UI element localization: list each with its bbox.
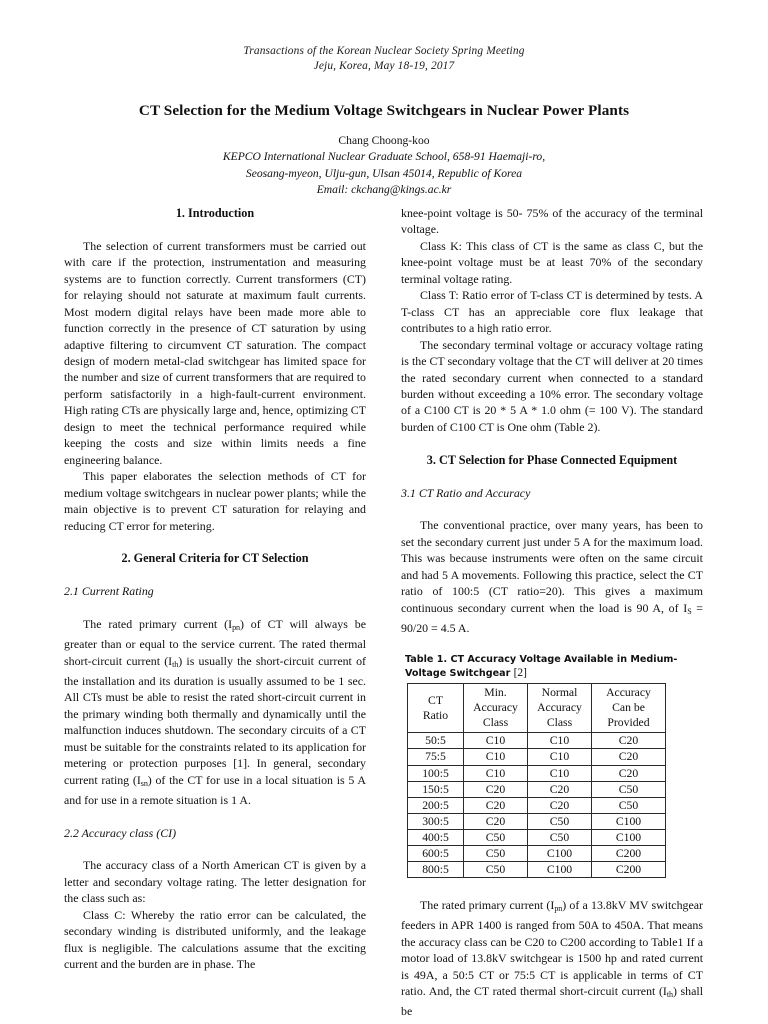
text-run: ) shall be: [401, 984, 704, 1019]
table-header-cell-min-accuracy-class: [464, 684, 528, 733]
cell-min: C50: [464, 862, 528, 878]
header-line: Ratio: [422, 708, 449, 722]
subscript-ipn: pn: [232, 622, 240, 632]
table1-caption-reference: [2]: [513, 666, 527, 679]
cell-ratio: 400:5: [408, 829, 464, 845]
table1-caption: [405, 653, 697, 680]
section-heading-general-criteria: 2. General Criteria for CT Selection: [121, 551, 309, 566]
cell-normal: C20: [528, 781, 592, 797]
table1-block: [401, 653, 703, 878]
subscript-ith: th: [666, 990, 673, 999]
table-row: [408, 829, 666, 845]
header-line: Accuracy: [537, 701, 582, 715]
table-row: [408, 749, 666, 765]
paragraph-class-k: Class K: This class of CT is the same as class C, but the knee-point voltage must be at least 70% of the secondary terminal voltage rating.: [401, 238, 703, 286]
header-line: Class: [546, 716, 573, 730]
paragraph-intro-1: The selection of current transformers must be carried out with care if the protection, instrumentation and measuring systems are to function correctly. Current transformers (CT) for relaying should not saturate at maximum fault currents. Most modern digital relays have been made more able to function correctly in the presence of CT saturation by using adaptive filtering to circumvent CT saturation. The compact design of modern metal-clad switchgear has limited space for the number and size of current transformers that are required to perform satisfactorily in a high-fault-current environment. High rating CTs are physically large and, hence, optimizing CT design to meet the technical performance required while keeping the costs and size within limits needs a fine engineering balance.: [64, 238, 366, 467]
paragraph-secondary-terminal-voltage: The secondary terminal voltage or accuracy voltage rating is the CT secondary voltage that the CT will deliver at 20 times the rated secondary current when connected to a standard burden without exceeding a 10% error. The secondary voltage of a C100 CT is 20 * 5 A * 1.0 ohm (= 100 V). The standard burden of C100 CT is One ohm (Table 2).: [401, 337, 703, 434]
cell-min: C10: [464, 733, 528, 749]
table-row: [408, 765, 666, 781]
header-line: Min.: [484, 686, 507, 700]
header-line: Accuracy: [473, 701, 518, 715]
paragraph-class-t: Class T: Ratio error of T-class CT is determined by tests. A T-class CT has an appreciable core flux leakage that contributes to a high ratio error.: [401, 288, 703, 336]
cell-provided: C50: [592, 797, 666, 813]
header-line: Can be: [612, 701, 645, 715]
paragraph-intro-2: This paper elaborates the selection methods of CT for medium voltage switchgears in nuclear power plants; while the main objective is to prevent CT saturation for relaying and reducing CT error for metering.: [64, 469, 366, 533]
table-row: [408, 846, 666, 862]
text-run: ) of a 13.8kV MV switchgear feeders in APR 1400 is ranged from 50A to 450A. That means the accuracy class can be C20 to C200 according to Table1 If a motor load of 13.8kV switchgear is 1500 hp and rated current is 49A, a 50:5 CT or 75:5 CT is applicable in terms of CT ratio. And, the CT rated thermal short-circuit current (I: [401, 898, 703, 999]
cell-normal: C100: [528, 862, 592, 878]
page-title: CT Selection for the Medium Voltage Switchgears in Nuclear Power Plants: [138, 102, 630, 119]
cell-ratio: 600:5: [408, 846, 464, 862]
left-column: [64, 205, 366, 973]
table-row: [408, 781, 666, 797]
subsection-heading-ct-ratio-accuracy: 3.1 CT Ratio and Accuracy: [401, 485, 531, 500]
cell-min: C20: [464, 797, 528, 813]
running-head-line-1: Transactions of the Korean Nuclear Society Spring Meeting: [243, 45, 525, 57]
text-run: The conventional practice, over many years, has been to set the secondary current just under 5 A for the maximum load. This was because instruments were often on the same circuit and had 5 A movements. Following this practice, select the CT ratio of 100:5 (CT ratio=20). This gives a maximum continuous secondary current when the load is 90 A, of I: [401, 518, 703, 615]
cell-ratio: 200:5: [408, 797, 464, 813]
cell-ratio: 800:5: [408, 862, 464, 878]
cell-min: C10: [464, 765, 528, 781]
cell-provided: C200: [592, 846, 666, 862]
table-row: [408, 797, 666, 813]
cell-min: C20: [464, 813, 528, 829]
cell-provided: C100: [592, 813, 666, 829]
section-heading-ct-selection-phase: 3. CT Selection for Phase Connected Equipment: [426, 452, 678, 467]
paragraph-accuracy-class: The accuracy class of a North American CT is given by a letter and secondary voltage rating. The letter designation for the class such as:: [64, 858, 366, 906]
text-run: ) of CT will always be greater than or equal to the service current. The rated thermal short-circuit current (I: [64, 616, 367, 668]
cell-normal: C20: [528, 797, 592, 813]
cell-ratio: 75:5: [408, 749, 464, 765]
header-line: Provided: [607, 716, 650, 730]
paragraph-current-rating: [64, 616, 366, 808]
running-head: [62, 44, 706, 74]
table-header-cell-accuracy-can-be-provided: [592, 684, 666, 733]
author-name: Chang Choong-koo: [338, 134, 430, 147]
table-row: [408, 862, 666, 878]
cell-ratio: 50:5: [408, 733, 464, 749]
text-run: The rated primary current (I: [83, 616, 233, 631]
cell-min: C50: [464, 846, 528, 862]
table-header-cell-normal-accuracy-class: [528, 684, 592, 733]
header-line: Class: [482, 716, 509, 730]
table-row: [408, 813, 666, 829]
cell-provided: C20: [592, 765, 666, 781]
subsection-heading-accuracy-class: 2.2 Accuracy class (CI): [64, 825, 177, 840]
author-affiliation-line-2: Seosang-myeon, Ulju-gun, Ulsan 45014, Republic of Korea: [245, 166, 523, 180]
cell-normal: C50: [528, 813, 592, 829]
paragraph-class-c: Class C: Whereby the ratio error can be calculated, the secondary winding is distributed uniformly, and the leakage flux is negligible. The calculations assume that the exciting current and the burden are in phase. The: [64, 907, 366, 972]
table-row: [408, 733, 666, 749]
table1-body: [408, 733, 666, 878]
cell-ratio: 300:5: [408, 813, 464, 829]
paragraph-rated-primary-current: [401, 897, 703, 1020]
table-header-cell-ct-ratio: [408, 684, 464, 733]
cell-provided: C100: [592, 829, 666, 845]
right-column: [401, 205, 703, 1020]
subsection-heading-current-rating: 2.1 Current Rating: [64, 584, 154, 599]
header-line: Accuracy: [606, 686, 651, 700]
author-affiliation-line-1: KEPCO International Nuclear Graduate School, 658-91 Haemaji-ro,: [222, 150, 546, 164]
author-block: [62, 133, 706, 198]
cell-provided: C200: [592, 862, 666, 878]
cell-normal: C10: [528, 733, 592, 749]
subscript-isn: sn: [140, 778, 148, 788]
header-line: CT: [428, 693, 443, 707]
cell-provided: C20: [592, 733, 666, 749]
cell-normal: C50: [528, 829, 592, 845]
cell-ratio: 150:5: [408, 781, 464, 797]
text-run: ) of the CT for use in a local situation is 5 A and for use in a remote situation is 1 A.: [64, 772, 366, 807]
text-run: The rated primary current (I: [420, 898, 555, 913]
cell-min: C10: [464, 749, 528, 765]
text-run: = 90/20 = 4.5 A.: [401, 600, 703, 635]
cell-normal: C100: [528, 846, 592, 862]
cell-min: C50: [464, 829, 528, 845]
author-email: Email: ckchang@kings.ac.kr: [316, 182, 452, 196]
cell-normal: C10: [528, 765, 592, 781]
header-line: Normal: [541, 686, 578, 700]
subscript-is: S: [687, 606, 692, 616]
subscript-ith: th: [172, 659, 179, 669]
paragraph-knee-point: knee-point voltage is 50- 75% of the accuracy of the terminal voltage.: [401, 206, 703, 237]
cell-min: C20: [464, 781, 528, 797]
cell-provided: C20: [592, 749, 666, 765]
running-head-line-2: Jeju, Korea, May 18-19, 2017: [313, 60, 455, 72]
cell-ratio: 100:5: [408, 765, 464, 781]
table1-caption-text: Table 1. CT Accuracy Voltage Available in Medium-Voltage Switchgear: [405, 654, 678, 679]
cell-provided: C50: [592, 781, 666, 797]
subscript-ipn: pn: [554, 903, 563, 913]
section-heading-introduction: 1. Introduction: [175, 206, 255, 220]
text-run: ) is usually the short-circuit current of the installation and its duration is usually assumed to be 1 sec. All CTs must be able to resist the rated short-circuit current in the primary winding both thermally and dynamically until the malfunction induces shutdown. The secondary circuits of a CT must be suitable for the constraints related to its application for metering or protection purposes [1]. In general, secondary current rating (I: [64, 653, 366, 787]
table-header-row: [408, 684, 666, 733]
cell-normal: C10: [528, 749, 592, 765]
table1-ct-accuracy-voltage: [407, 683, 666, 878]
paragraph-conventional-practice: [401, 517, 703, 636]
